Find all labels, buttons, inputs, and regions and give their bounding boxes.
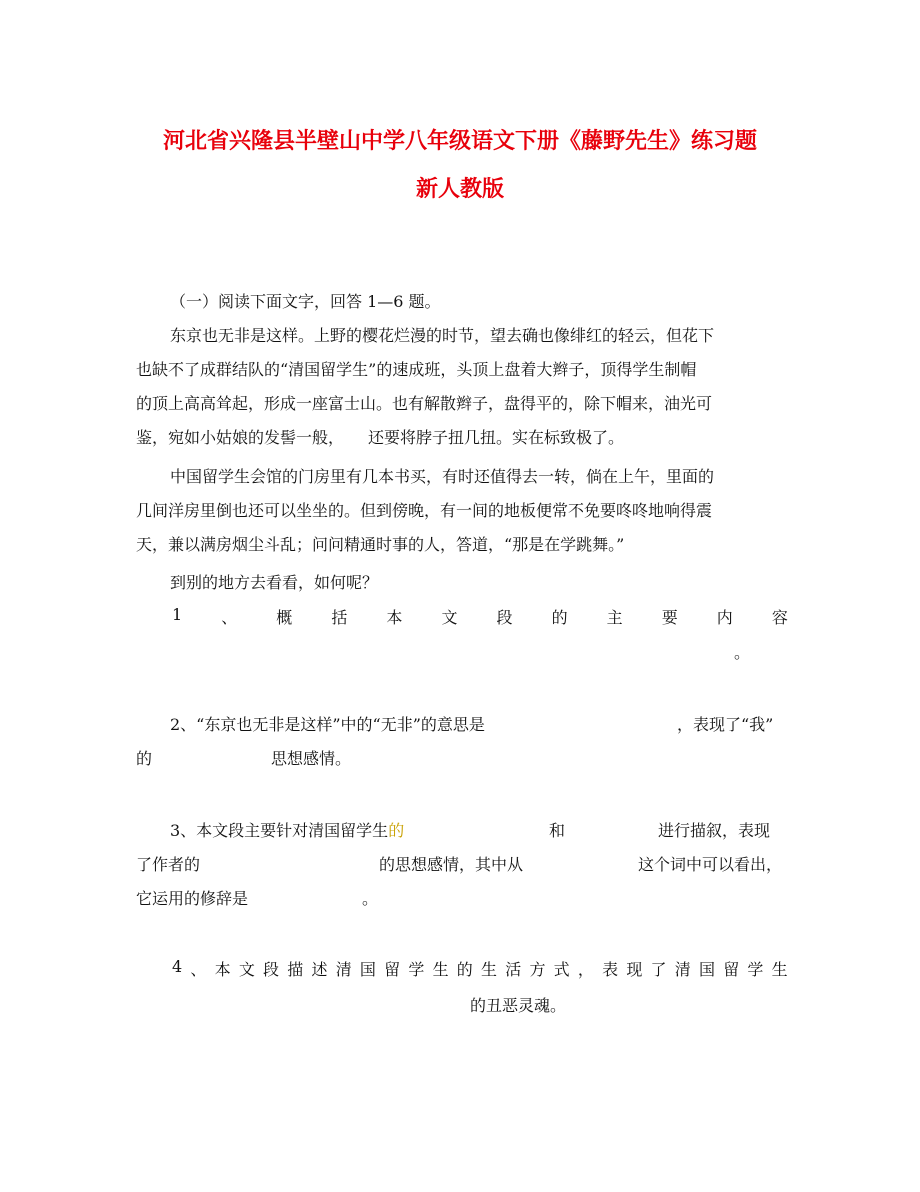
question-3-text: 的思想感情，其中从 <box>379 855 524 874</box>
document-title-line-1: 河北省兴隆县半壁山中学八年级语文下册《藤野先生》练习题 <box>162 128 757 154</box>
question-2-text: ，表现了“我” <box>677 715 774 734</box>
question-4-char: 清 <box>335 960 352 979</box>
question-4-char: 表 <box>602 960 619 979</box>
question-1-char: 概 <box>276 608 293 627</box>
passage-line: 中国留学生会馆的门房里有几本书买，有时还值得去一转，倘在上午，里面的 <box>170 467 715 486</box>
passage-line: 的顶上高高耸起，形成一座富士山。也有解散辫子，盘得平的，除下帽来，油光可 <box>136 394 713 413</box>
question-4-char: 留 <box>384 960 401 979</box>
question-4-char: 清 <box>674 960 691 979</box>
question-1-char: 内 <box>716 608 733 627</box>
question-1-char: 、 <box>221 608 238 627</box>
question-1-char: 要 <box>661 608 678 627</box>
question-4-char: 、 <box>190 960 207 979</box>
question-3-text: 。 <box>362 889 379 908</box>
question-4-char: 本 <box>214 960 231 979</box>
question-2-text: 思想感情。 <box>271 749 352 768</box>
question-4-line <box>172 957 788 980</box>
question-3-text-part: 3、本文段主要针对清国留学生 <box>170 821 389 840</box>
passage-line: 也缺不了成群结队的“清国留学生”的速成班，头顶上盘着大辫子，顶得学生制帽 <box>136 360 697 379</box>
question-4-char: 方 <box>529 960 546 979</box>
question-4-char: 学 <box>747 960 764 979</box>
question-4-char: 文 <box>238 960 255 979</box>
question-4-char: 段 <box>263 960 280 979</box>
question-1-char: 容 <box>771 608 788 627</box>
question-4-char: 活 <box>505 960 522 979</box>
passage-line: 东京也无非是这样。上野的樱花烂漫的时节，望去确也像绯红的轻云，但花下 <box>170 326 715 345</box>
question-3-text: 了作者的 <box>136 855 201 874</box>
question-1-period: 。 <box>734 643 751 662</box>
question-3-text: 这个词中可以看出， <box>638 855 783 874</box>
question-4-char: 生 <box>481 960 498 979</box>
document-title-line-2: 新人教版 <box>415 176 504 202</box>
question-4-char: 现 <box>626 960 643 979</box>
question-4-char: 国 <box>359 960 376 979</box>
question-2-text: 的 <box>136 749 153 768</box>
question-3-marked-char: 的 <box>388 821 405 840</box>
question-4-char: 的 <box>456 960 473 979</box>
question-4-text: 的丑恶灵魂。 <box>470 996 567 1015</box>
question-4-char: 述 <box>311 960 328 979</box>
question-4-char: ， <box>577 960 594 979</box>
question-2-text: 2、“东京也无非是这样”中的“无非”的意思是 <box>170 715 485 734</box>
question-1-line <box>172 605 788 628</box>
question-4-char: 生 <box>432 960 449 979</box>
question-1-char: 括 <box>331 608 348 627</box>
question-3-text: 进行描叙，表现 <box>658 821 771 840</box>
question-1-char: 的 <box>551 608 568 627</box>
question-4-char: 留 <box>723 960 740 979</box>
question-4-char: 了 <box>650 960 667 979</box>
question-4-char: 学 <box>408 960 425 979</box>
passage-line: 几间洋房里倒也还可以坐坐的。但到傍晚，有一间的地板便常不免要咚咚地响得震 <box>136 501 713 520</box>
question-1-char: 文 <box>441 608 458 627</box>
question-1-char: 本 <box>386 608 403 627</box>
question-1-char: 主 <box>606 608 623 627</box>
question-1-char: 段 <box>496 608 513 627</box>
passage-line: 天，兼以满房烟尘斗乱；问问精通时事的人，答道，“那是在学跳舞。” <box>136 535 625 554</box>
question-3-text: 和 <box>549 821 566 840</box>
question-3-text <box>170 818 404 841</box>
passage-line: 到别的地方去看看，如何呢？ <box>170 573 379 592</box>
section-heading: （一）阅读下面文字，回答 1—6 题。 <box>170 292 441 311</box>
question-4-char: 描 <box>287 960 304 979</box>
question-1-char: 1 <box>172 605 183 624</box>
question-4-char: 国 <box>698 960 715 979</box>
question-4-char: 式 <box>553 960 570 979</box>
question-3-text: 它运用的修辞是 <box>136 889 249 908</box>
question-4-char: 4 <box>172 957 183 976</box>
question-4-char: 生 <box>771 960 788 979</box>
passage-line: 鉴，宛如小姑娘的发髻一般， 还要将脖子扭几扭。实在标致极了。 <box>136 428 625 447</box>
